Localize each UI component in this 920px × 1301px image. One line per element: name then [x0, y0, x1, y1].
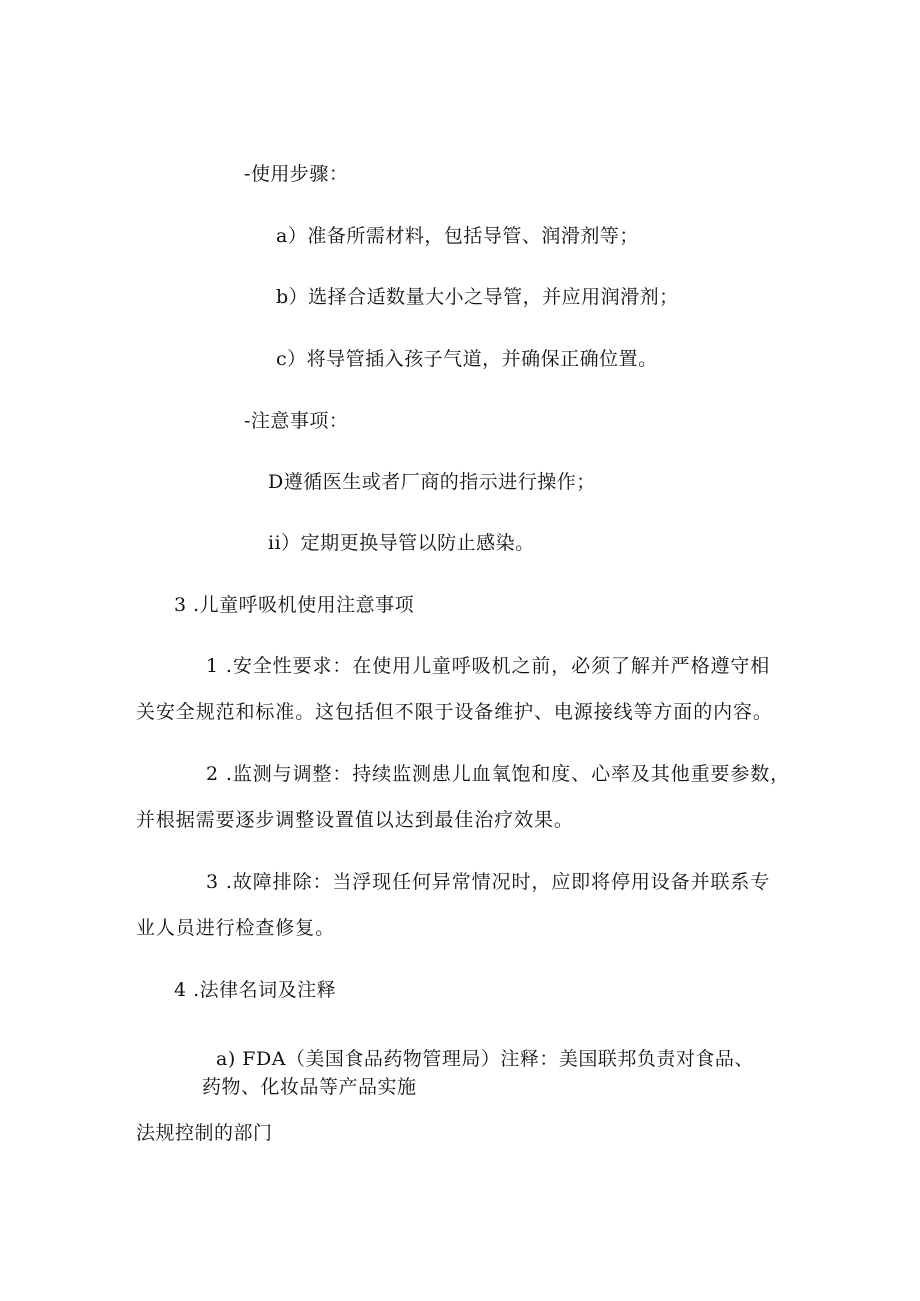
usage-step-b: b）选择合适数量大小之导管，并应用润滑剂；: [276, 286, 679, 308]
section-3-item-3-line-2: 业人员进行检查修复。: [136, 917, 336, 939]
usage-step-c: c）将导管插入孩子气道，并确保正确位置。: [276, 348, 658, 370]
usage-heading: -使用步骤：: [244, 163, 349, 185]
section-3-item-1-line-2: 关安全规范和标准。这包括但不限于设备维护、电源接线等方面的内容。: [136, 701, 773, 723]
section-4-heading: 4 .法律名词及注释: [174, 979, 337, 1001]
fda-note-line-1: a) FDA（美国食品药物管理局）注释：美国联邦负责对食品、: [216, 1048, 754, 1070]
notes-heading: -注意事项：: [244, 410, 349, 432]
usage-step-a: a）准备所需材料，包括导管、润滑剂等；: [276, 225, 639, 247]
section-3-item-2-line-1: 2 .监测与调整：持续监测患儿血氧饱和度、心率及其他重要参数，: [206, 763, 791, 785]
section-3-item-3-line-1: 3 .故障排除：当浮现任何异常情况时，应即将停用设备并联系专: [206, 871, 771, 893]
section-3-item-2-line-2: 并根据需要逐步调整设置值以达到最佳治疗效果。: [136, 809, 574, 831]
fda-note-line-2: 药物、化妆品等产品实施: [202, 1076, 417, 1098]
fda-note-line-3: 法规控制的部门: [136, 1122, 273, 1144]
notes-item-1: D遵循医生或者厂商的指示进行操作；: [268, 471, 596, 493]
notes-item-2: ii）定期更换导管以防止感染。: [268, 532, 535, 554]
section-3-item-1-line-1: 1 .安全性要求：在使用儿童呼吸机之前，必须了解并严格遵守相: [206, 655, 771, 677]
section-3-heading: 3 .儿童呼吸机使用注意事项: [174, 594, 415, 616]
